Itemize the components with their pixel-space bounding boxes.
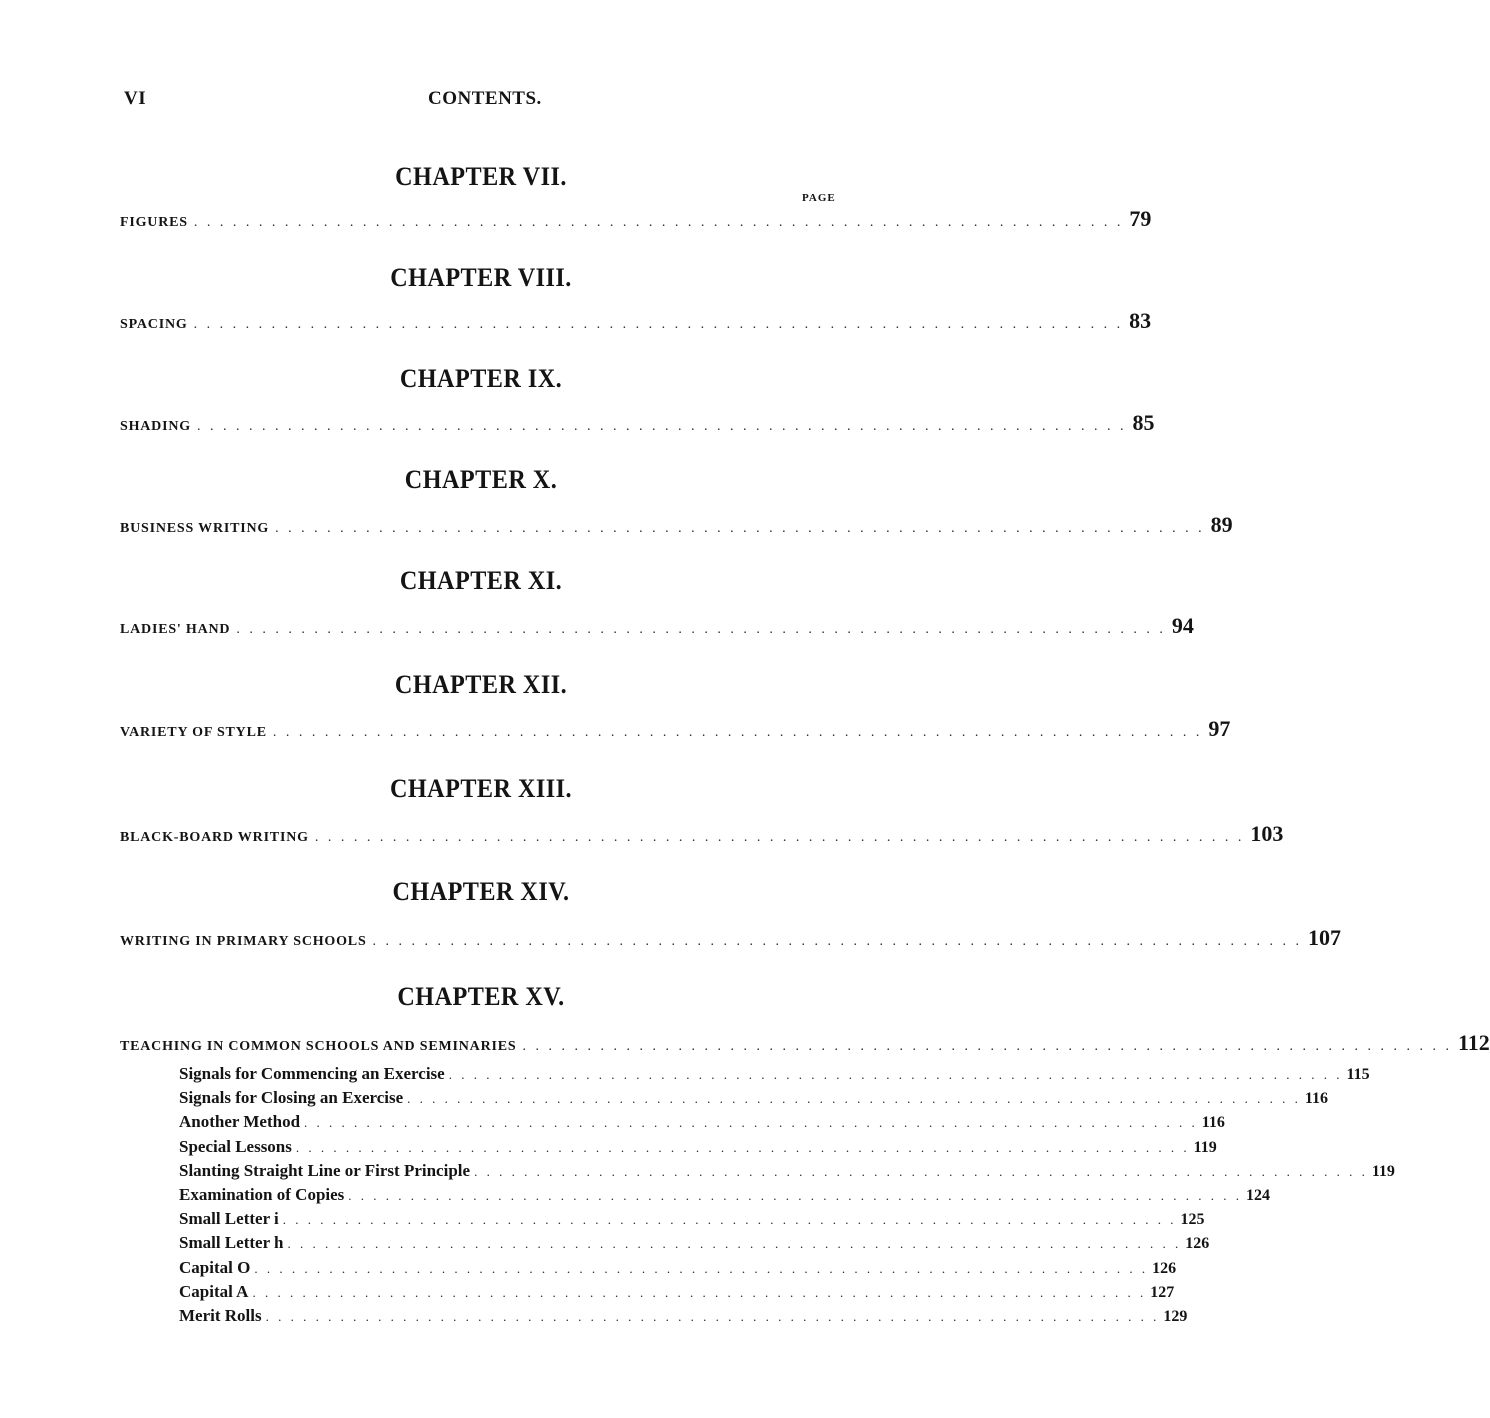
toc-subentry bbox=[179, 1185, 1271, 1209]
chapter-heading: CHAPTER XV. bbox=[397, 982, 565, 1011]
entry-title: BUSINESS WRITING bbox=[120, 521, 270, 536]
subentry-page: 126 bbox=[1185, 1235, 1210, 1253]
subentry-title: Slanting Straight Line or First Principle bbox=[179, 1160, 471, 1180]
toc-subentry bbox=[179, 1112, 1225, 1136]
dot-leader: . . . . . . . . . . . . . . . . . . . . . . . . . . . . . . . . . . . . . . . . . . . . . . . . . . . . . . . . . . . . . . . . . . . . . . . . bbox=[193, 317, 1124, 332]
toc-subentry bbox=[179, 1136, 1217, 1161]
entry-title: SPACING bbox=[120, 317, 188, 332]
toc-entry bbox=[120, 716, 1231, 746]
subentry-page: 116 bbox=[1304, 1090, 1329, 1108]
subentry-title: Capital O bbox=[179, 1257, 251, 1277]
dot-leader: . . . . . . . . . . . . . . . . . . . . . . . . . . . . . . . . . . . . . . . . . . . . . . . . . . . . . . . . . . . . . . . . . . . . . . . . bbox=[295, 1139, 1190, 1155]
chapter-heading: CHAPTER IX. bbox=[399, 364, 563, 393]
entry-page: 79 bbox=[1129, 206, 1152, 231]
subentry-title: Small Letter h bbox=[179, 1233, 284, 1253]
dot-leader: . . . . . . . . . . . . . . . . . . . . . . . . . . . . . . . . . . . . . . . . . . . . . . . . . . . . . . . . . . . . . . . . . . . . . . . . bbox=[372, 934, 1303, 949]
entry-title: VARIETY OF STYLE bbox=[120, 725, 267, 740]
dot-leader: . . . . . . . . . . . . . . . . . . . . . . . . . . . . . . . . . . . . . . . . . . . . . . . . . . . . . . . . . . . . . . . . . . . . . . . . bbox=[522, 1039, 1452, 1054]
dot-leader: . . . . . . . . . . . . . . . . . . . . . . . . . . . . . . . . . . . . . . . . . . . . . . . . . . . . . . . . . . . . . . . . . . . . . . . . bbox=[196, 419, 1127, 434]
toc-subentry bbox=[179, 1257, 1177, 1282]
dot-leader: . . . . . . . . . . . . . . . . . . . . . . . . . . . . . . . . . . . . . . . . . . . . . . . . . . . . . . . . . . . . . . . . . . . . . . . . bbox=[407, 1091, 1301, 1107]
toc-subentry bbox=[179, 1064, 1370, 1088]
dot-leader: . . . . . . . . . . . . . . . . . . . . . . . . . . . . . . . . . . . . . . . . . . . . . . . . . . . . . . . . . . . . . . . . . . . . . . . . bbox=[287, 1236, 1182, 1252]
subentry-page: 119 bbox=[1193, 1138, 1217, 1156]
toc-subentry bbox=[179, 1306, 1188, 1330]
subentry-page: 125 bbox=[1180, 1211, 1205, 1229]
subentry-title: Capital A bbox=[179, 1281, 249, 1301]
entry-title: SHADING bbox=[120, 419, 191, 434]
dot-leader: . . . . . . . . . . . . . . . . . . . . . . . . . . . . . . . . . . . . . . . . . . . . . . . . . . . . . . . . . . . . . . . . . . . . . . . . bbox=[254, 1260, 1149, 1276]
toc-entry bbox=[120, 1030, 1490, 1060]
page-column-label: PAGE bbox=[802, 192, 836, 204]
entry-title: TEACHING IN COMMON SCHOOLS AND SEMINARIES bbox=[120, 1039, 517, 1054]
dot-leader: . . . . . . . . . . . . . . . . . . . . . . . . . . . . . . . . . . . . . . . . . . . . . . . . . . . . . . . . . . . . . . . . . . . . . . . . bbox=[265, 1309, 1160, 1324]
dot-leader: . . . . . . . . . . . . . . . . . . . . . . . . . . . . . . . . . . . . . . . . . . . . . . . . . . . . . . . . . . . . . . . . . . . . . . . . bbox=[275, 521, 1205, 536]
page-number: VI bbox=[124, 88, 147, 109]
chapter-heading: CHAPTER VIII. bbox=[390, 263, 572, 292]
subentry-title: Examination of Copies bbox=[179, 1185, 345, 1204]
entry-page: 112 bbox=[1457, 1030, 1490, 1055]
subentry-page: 126 bbox=[1152, 1259, 1177, 1277]
chapter-heading: CHAPTER XII. bbox=[394, 670, 568, 699]
subentry-title: Another Method bbox=[179, 1112, 301, 1132]
chapter-heading: CHAPTER VII. bbox=[395, 162, 567, 191]
dot-leader: . . . . . . . . . . . . . . . . . . . . . . . . . . . . . . . . . . . . . . . . . . . . . . . . . . . . . . . . . . . . . . . . . . . . . . . . bbox=[448, 1067, 1343, 1082]
chapter-heading: CHAPTER XIV. bbox=[392, 877, 570, 906]
subentry-title: Small Letter i bbox=[179, 1209, 279, 1229]
entry-page: 85 bbox=[1132, 410, 1155, 435]
subentry-page: 127 bbox=[1150, 1283, 1175, 1301]
subentry-page: 124 bbox=[1246, 1187, 1271, 1204]
entry-title: FIGURES bbox=[120, 215, 188, 230]
toc-subentry bbox=[179, 1160, 1395, 1185]
running-title: CONTENTS. bbox=[428, 88, 542, 109]
subentry-page: 116 bbox=[1201, 1114, 1225, 1132]
toc-entry bbox=[120, 410, 1155, 440]
chapter-heading: CHAPTER XIII. bbox=[389, 774, 573, 803]
entry-page: 94 bbox=[1171, 613, 1194, 638]
subentry-page: 115 bbox=[1346, 1066, 1370, 1083]
toc-subentry bbox=[179, 1209, 1205, 1233]
toc-subentry bbox=[179, 1281, 1175, 1306]
dot-leader: . . . . . . . . . . . . . . . . . . . . . . . . . . . . . . . . . . . . . . . . . . . . . . . . . . . . . . . . . . . . . . . . . . . . . . . . bbox=[474, 1163, 1368, 1179]
chapter-heading: CHAPTER X. bbox=[404, 465, 558, 494]
dot-leader: . . . . . . . . . . . . . . . . . . . . . . . . . . . . . . . . . . . . . . . . . . . . . . . . . . . . . . . . . . . . . . . . . . . . . . . . bbox=[252, 1284, 1147, 1300]
entry-title: WRITING IN PRIMARY SCHOOLS bbox=[120, 934, 367, 949]
entry-title: BLACK-BOARD WRITING bbox=[120, 830, 309, 845]
entry-title: LADIES' HAND bbox=[120, 622, 231, 637]
toc-entry bbox=[120, 308, 1152, 338]
toc-entry bbox=[120, 821, 1284, 851]
toc-entry bbox=[120, 206, 1152, 236]
dot-leader: . . . . . . . . . . . . . . . . . . . . . . . . . . . . . . . . . . . . . . . . . . . . . . . . . . . . . . . . . . . . . . . . . . . . . . . . bbox=[304, 1115, 1198, 1131]
chapter-heading: CHAPTER XI. bbox=[399, 566, 563, 595]
toc-subentry bbox=[179, 1233, 1210, 1257]
dot-leader: . . . . . . . . . . . . . . . . . . . . . . . . . . . . . . . . . . . . . . . . . . . . . . . . . . . . . . . . . . . . . . . . . . . . . . . . bbox=[348, 1188, 1243, 1203]
dot-leader: . . . . . . . . . . . . . . . . . . . . . . . . . . . . . . . . . . . . . . . . . . . . . . . . . . . . . . . . . . . . . . . . . . . . . . . . bbox=[314, 830, 1245, 845]
toc-entry bbox=[120, 613, 1194, 643]
toc-entry bbox=[120, 925, 1342, 955]
dot-leader: . . . . . . . . . . . . . . . . . . . . . . . . . . . . . . . . . . . . . . . . . . . . . . . . . . . . . . . . . . . . . . . . . . . . . . . . bbox=[236, 622, 1166, 637]
toc-entry bbox=[120, 512, 1233, 542]
entry-page: 103 bbox=[1250, 821, 1284, 846]
entry-page: 97 bbox=[1208, 716, 1231, 741]
subentry-title: Signals for Closing an Exercise bbox=[179, 1088, 404, 1108]
subentry-title: Merit Rolls bbox=[179, 1306, 262, 1325]
subentry-page: 129 bbox=[1163, 1308, 1188, 1325]
subentry-title: Special Lessons bbox=[179, 1136, 292, 1156]
subentry-page: 119 bbox=[1371, 1162, 1395, 1180]
toc-subentry bbox=[179, 1088, 1329, 1112]
dot-leader: . . . . . . . . . . . . . . . . . . . . . . . . . . . . . . . . . . . . . . . . . . . . . . . . . . . . . . . . . . . . . . . . . . . . . . . . bbox=[193, 215, 1124, 230]
entry-page: 89 bbox=[1210, 512, 1233, 537]
entry-page: 83 bbox=[1129, 308, 1152, 333]
dot-leader: . . . . . . . . . . . . . . . . . . . . . . . . . . . . . . . . . . . . . . . . . . . . . . . . . . . . . . . . . . . . . . . . . . . . . . . . bbox=[272, 725, 1203, 740]
dot-leader: . . . . . . . . . . . . . . . . . . . . . . . . . . . . . . . . . . . . . . . . . . . . . . . . . . . . . . . . . . . . . . . . . . . . . . . . bbox=[282, 1212, 1177, 1228]
subentry-title: Signals for Commencing an Exercise bbox=[179, 1064, 445, 1083]
entry-page: 107 bbox=[1308, 925, 1342, 950]
